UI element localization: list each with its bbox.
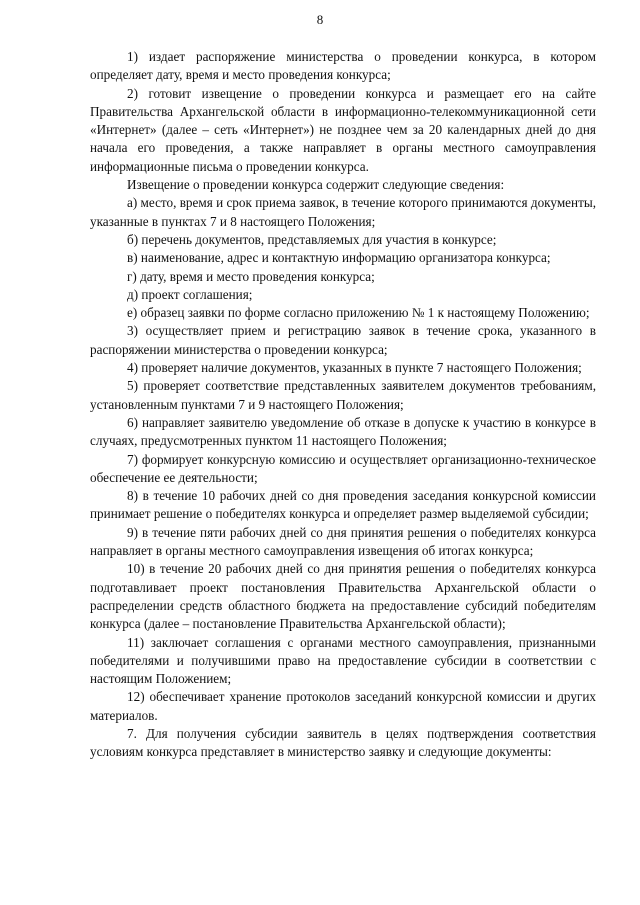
paragraph: 10) в течение 20 рабочих дней со дня принятия решения о победителях конкурса подготавливает проект постановления Правительства Архангельской области о распределении средств областного бюджета на предоставление субсидий победителям конкурса (далее – постановление Правительства Архангельской области); bbox=[90, 561, 596, 632]
paragraph: д) проект соглашения; bbox=[127, 286, 253, 302]
page-number: 8 bbox=[316, 12, 324, 27]
paragraph: в) наименование, адрес и контактную информацию организатора конкурса; bbox=[127, 250, 551, 266]
paragraph: 12) обеспечивает хранение протоколов заседаний конкурсной комиссии и других материалов. bbox=[90, 689, 596, 723]
paragraph: 9) в течение пяти рабочих дней со дня принятия решения о победителях конкурса направляет в органы местного самоуправления извещения об итогах конкурса; bbox=[90, 524, 596, 559]
paragraph: 7. Для получения субсидии заявитель в целях подтверждения соответствия условиям конкурса представляет в министерство заявку и следующие документы: bbox=[90, 725, 596, 760]
paragraph: 4) проверяет наличие документов, указанных в пункте 7 настоящего Положения; bbox=[127, 360, 582, 376]
paragraph: 8) в течение 10 рабочих дней со дня проведения заседания конкурсной комиссии принимает решение о победителях конкурса и определяет размер выделяемой субсидии; bbox=[90, 488, 596, 522]
paragraph: 6) направляет заявителю уведомление об отказе в допуске к участию в конкурсе в случаях, предусмотренных пунктом 11 настоящего Положения; bbox=[90, 414, 596, 449]
paragraph: г) дату, время и место проведения конкурса; bbox=[127, 268, 375, 284]
paragraph: 11) заключает соглашения с органами местного самоуправления, признанными победителями и получившими право на предоставление субсидии в соответствии с настоящим Положением; bbox=[90, 634, 596, 687]
document-body bbox=[90, 48, 596, 762]
paragraph: б) перечень документов, представляемых для участия в конкурсе; bbox=[127, 231, 497, 247]
paragraph: Извещение о проведении конкурса содержит следующие сведения: bbox=[127, 177, 505, 193]
paragraph: 3) осуществляет прием и регистрацию заявок в течение срока, указанного в распоряжении министерства о проведении конкурса; bbox=[90, 323, 596, 357]
paragraph: 2) готовит извещение о проведении конкурса и размещает его на сайте Правительства Архангельской области в информационно-телекоммуникационной сети «Интернет» (далее – сеть «Интернет») не позднее чем за 20 календарных дней до дня начала его проведения, а также направляет в органы местного самоуправления информационные письма о проведении конкурса. bbox=[90, 85, 596, 174]
paragraph: 1) издает распоряжение министерства о проведении конкурса, в котором определяет дату, время и место проведения конкурса; bbox=[90, 49, 596, 83]
paragraph: а) место, время и срок приема заявок, в течение которого принимаются документы, указанные в пунктах 7 и 8 настоящего Положения; bbox=[90, 195, 596, 229]
paragraph: 5) проверяет соответствие представленных заявителем документов требованиям, установленным пунктами 7 и 9 настоящего Положения; bbox=[90, 378, 596, 412]
paragraph: е) образец заявки по форме согласно приложению № 1 к настоящему Положению; bbox=[127, 305, 590, 321]
paragraph: 7) формирует конкурсную комиссию и осуществляет организационно-техническое обеспечение ее деятельности; bbox=[90, 451, 596, 485]
